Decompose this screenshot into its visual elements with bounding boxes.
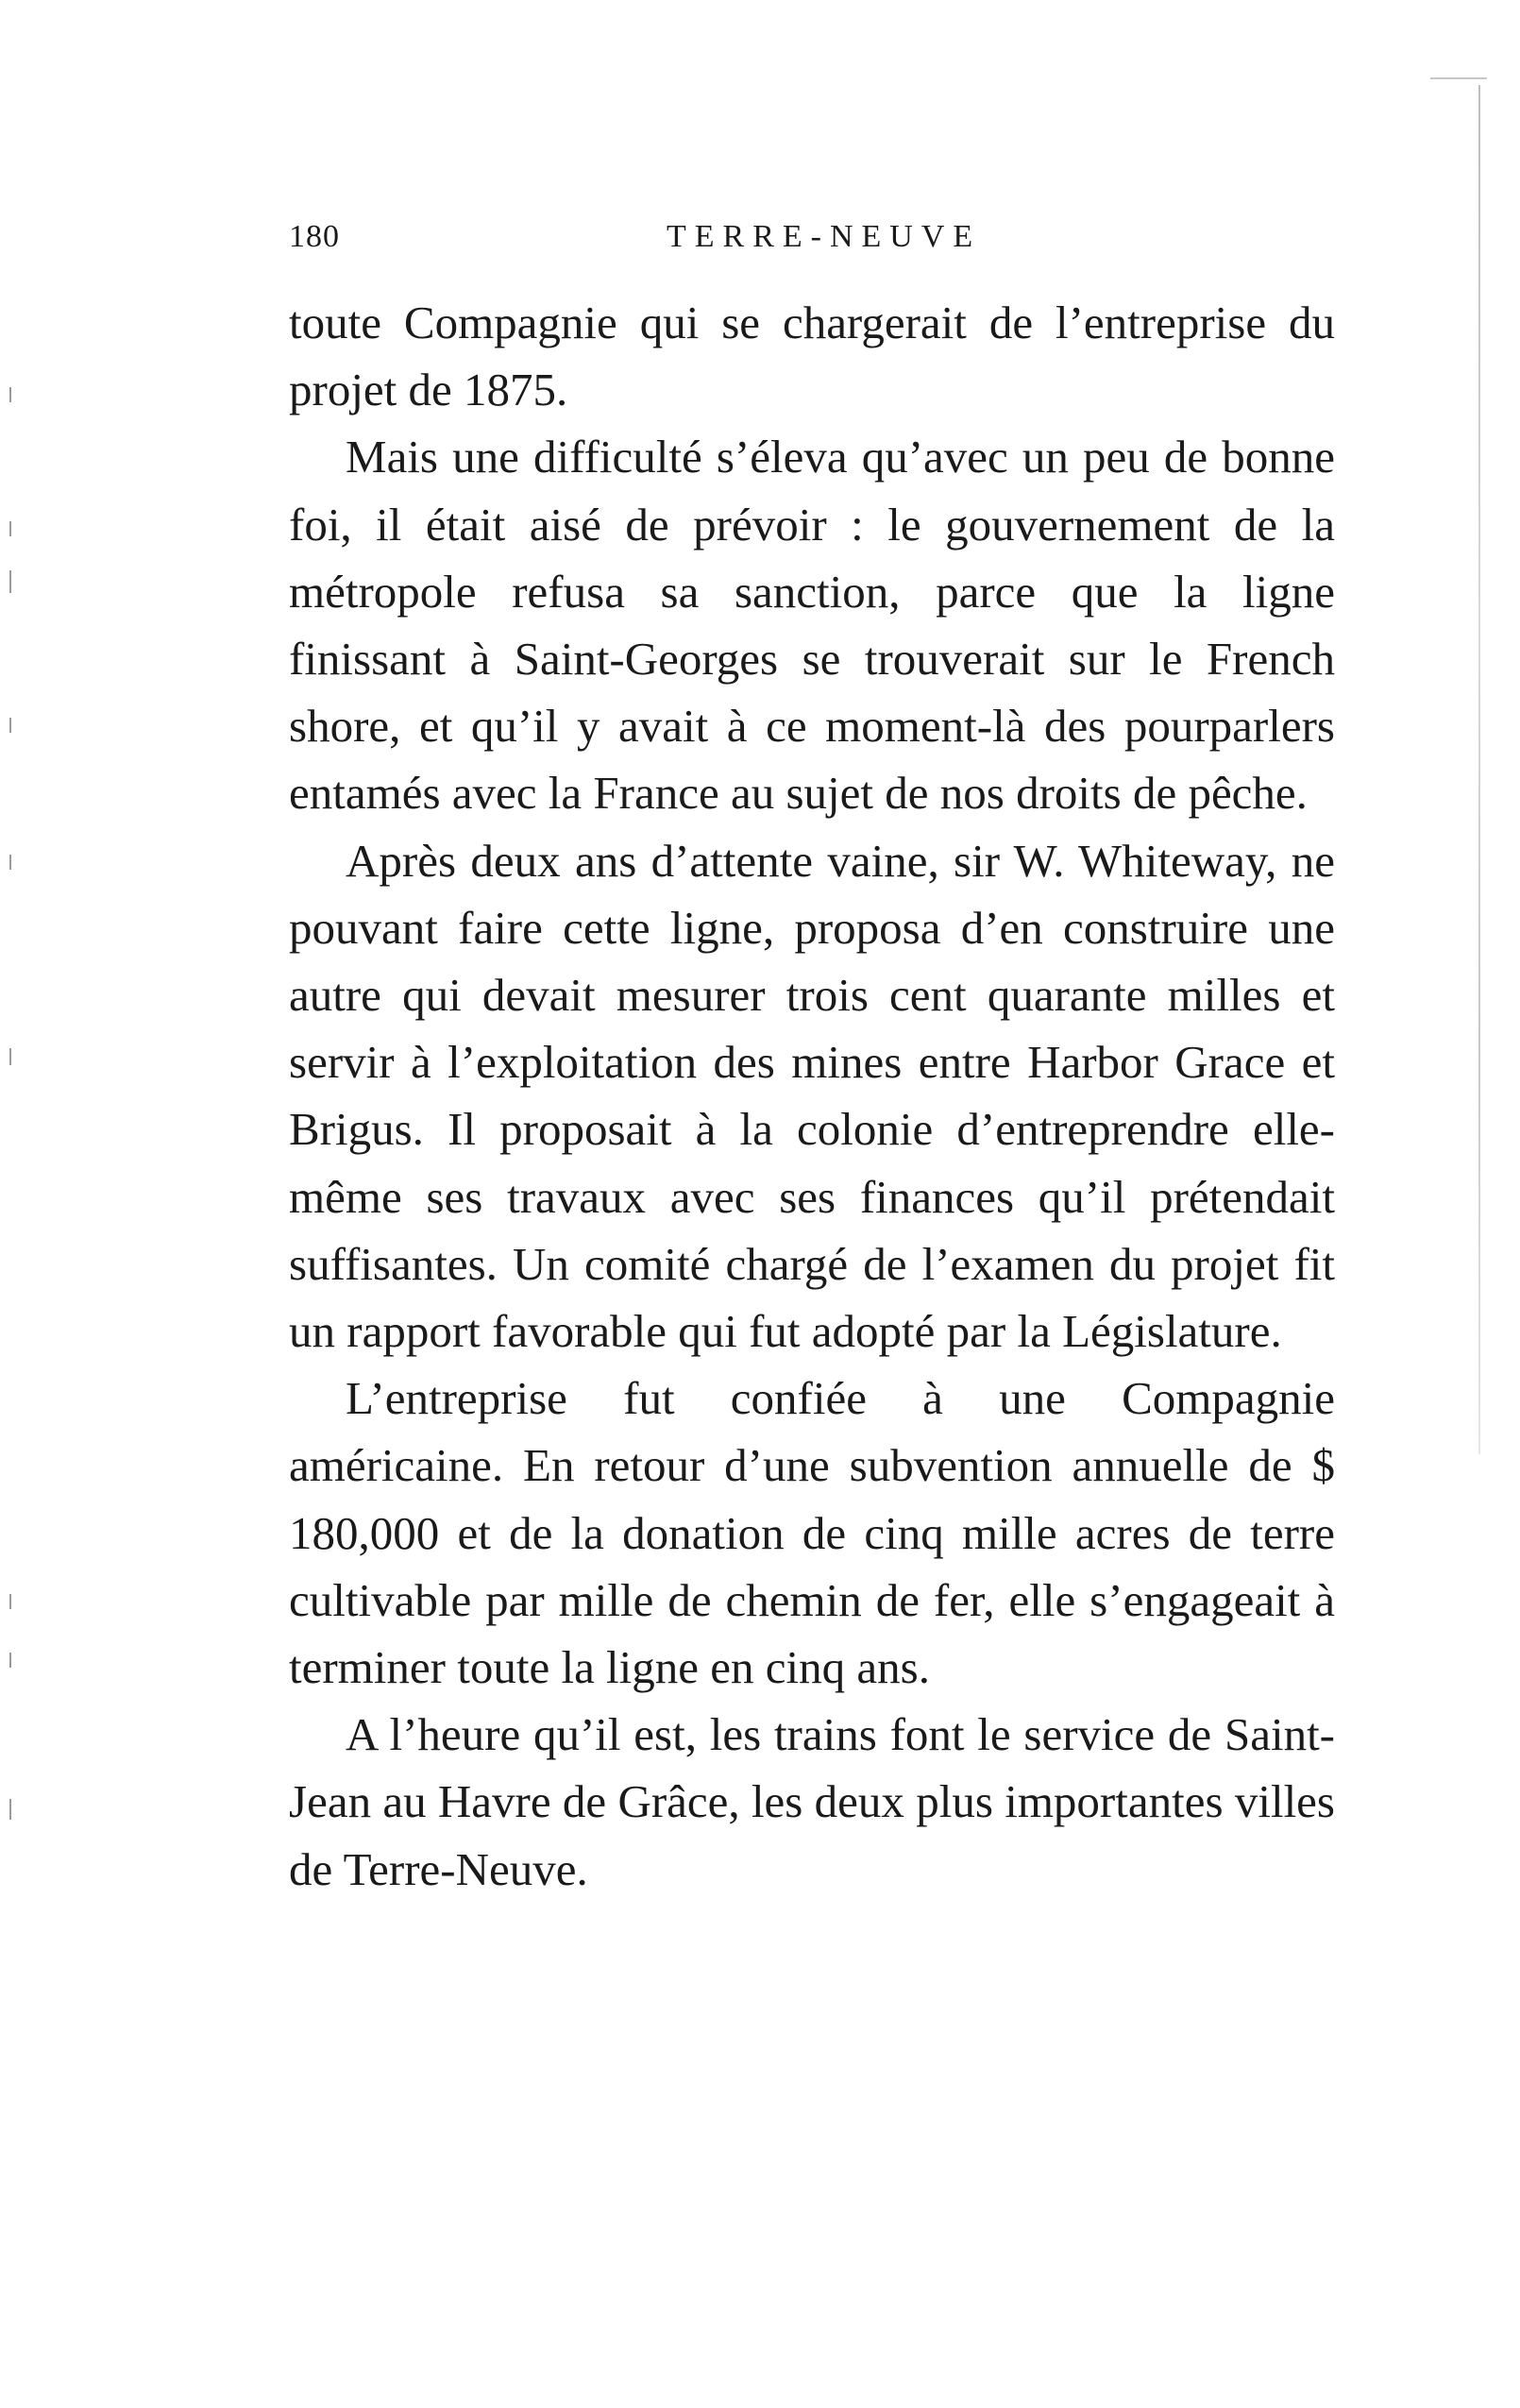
paragraph: toute Compagnie qui se chargerait de l’entreprise du projet de 1875. [289,297,1335,416]
scan-edge-mark [9,387,11,402]
running-title: TERRE-NEUVE [667,219,982,254]
page-number: 180 [289,219,340,254]
paragraph: Après deux ans d’attente vaine, sir W. Whiteway, ne pouvant faire cette ligne, proposa d’en construire une autre qui devait mesurer trois cent quarante milles et servir à l’exploitation des mines entre Harbor Grace et Brigus. Il proposait à la colonie d’entreprendre elle-même ses travaux avec ses finances qu’il prétendait suffisantes. Un comité chargé de l’examen du projet fit un rapport favorable qui fut adopté par la Législature. [289,834,1335,1358]
paragraph: Mais une difficulté s’éleva qu’avec un peu de bonne foi, il était aisé de prévoir : le gouvernement de la métropole refusa sa sanction, parce que la ligne finissant à Saint-Georges se trouverait sur le French shore, et qu’il y avait à ce moment-là des pourparlers entamés avec la France au sujet de nos droits de pêche. [289,431,1335,820]
paragraph: L’entreprise fut confiée à une Compagnie américaine. En retour d’une subvention annuelle de $ 180,000 et de la donation de cinq mille acres de terre cultivable par mille de chemin de fer, elle s’engageait à terminer toute la ligne en cinq ans. [289,1372,1335,1694]
scan-edge-mark [9,570,11,593]
scan-binding-edge [1478,85,1480,1454]
scan-edge-mark [9,521,11,536]
scan-edge-mark [9,1594,11,1609]
scan-edge-mark [9,1799,11,1820]
scan-edge-mark [9,1653,11,1668]
paragraph: A l’heure qu’il est, les trains font le service de Saint-Jean au Havre de Grâce, les deux plus importantes villes de Terre-Neuve. [289,1708,1335,1895]
scan-edge-mark [9,855,11,870]
scan-edge-mark [9,718,11,733]
page-header [289,219,1335,266]
body-text [289,289,1335,1903]
scan-corner-mark [1430,77,1487,79]
scan-edge-mark [9,1048,11,1065]
